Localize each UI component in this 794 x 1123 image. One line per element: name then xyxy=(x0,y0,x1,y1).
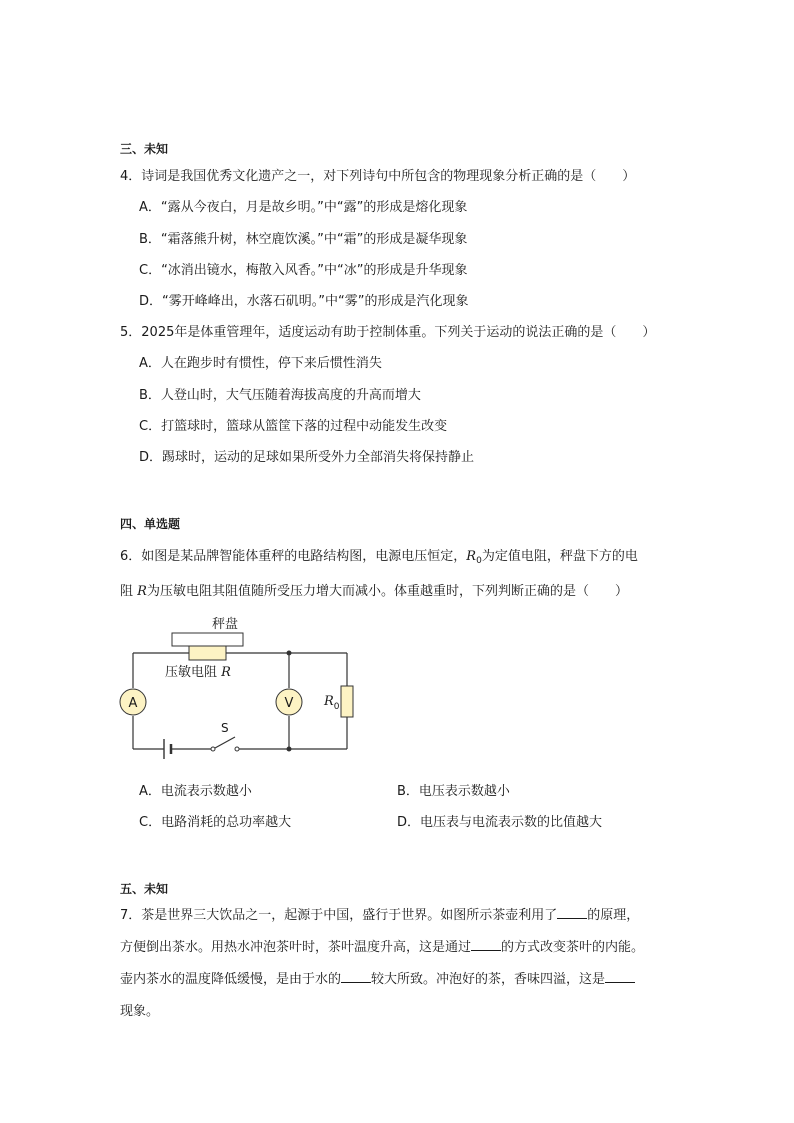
r-symbol: R xyxy=(137,584,147,599)
question-7-text: 较大所致。冲泡好的茶，香味四溢，这是 xyxy=(371,972,606,987)
question-4-stem: 4．诗词是我国优秀文化遗产之一，对下列诗句中所包含的物理现象分析正确的是（ ） xyxy=(120,169,636,184)
question-4-option-c: C．“冰消出镜水，梅散入风香。”中“冰”的形成是升华现象 xyxy=(139,263,468,278)
question-7-line-3 xyxy=(120,968,635,987)
scale-pan xyxy=(172,633,243,646)
answer-blank xyxy=(341,970,371,983)
r0-label-subscript: 0 xyxy=(333,702,340,712)
switch-lever xyxy=(215,737,235,748)
question-6-text: 为压敏电阻其阻值随所受压力增大而减小。体重越重时，下列判断正确的是（ ） xyxy=(146,584,628,599)
question-6-option-a: A．电流表示数越小 xyxy=(139,784,252,799)
question-7-line-1 xyxy=(120,904,639,923)
pressure-resistor-label xyxy=(165,664,231,680)
question-6-text: 阻 xyxy=(120,584,138,599)
ammeter-label: A xyxy=(128,696,138,711)
pressure-resistor xyxy=(189,646,226,660)
r0-label-letter: R xyxy=(324,694,334,709)
fixed-resistor-r0 xyxy=(341,686,353,717)
question-6-option-d: D．电压表与电流表示数的比值越大 xyxy=(397,815,603,830)
pan-label: 秤盘 xyxy=(211,617,239,632)
question-5-option-d: D．踢球时，运动的足球如果所受外力全部消失将保持静止 xyxy=(139,450,475,465)
question-5-option-b: B．人登山时，大气压随着海拔高度的升高而增大 xyxy=(139,388,421,403)
pressure-resistor-label-text: 压敏电阻 xyxy=(165,665,222,680)
r0-label xyxy=(323,694,340,712)
question-7-text: 7．茶是世界三大饮品之一，起源于中国，盛行于世界。如图所示茶壶利用了 xyxy=(120,908,558,923)
question-6-line-1 xyxy=(120,545,638,566)
pressure-resistor-symbol: R xyxy=(221,665,231,680)
switch-label: S xyxy=(221,721,229,735)
question-7-line-2 xyxy=(120,936,644,955)
question-7-text: 方便倒出茶水。用热水冲泡茶叶时，茶叶温度升高，这是通过 xyxy=(120,940,472,955)
question-4-option-d: D．“雾开峰峰出，水落石矶明。”中“雾”的形成是汽化现象 xyxy=(139,294,469,309)
question-6-option-c: C．电路消耗的总功率越大 xyxy=(139,815,292,830)
question-5-stem: 5．2025年是体重管理年，适度运动有助于控制体重。下列关于运动的说法正确的是（ ） xyxy=(120,325,656,340)
section-heading-5: 五、未知 xyxy=(120,882,169,896)
answer-blank xyxy=(557,906,587,919)
question-5-option-c: C．打篮球时，篮球从篮筐下落的过程中动能发生改变 xyxy=(139,419,448,434)
r0-symbol: R xyxy=(466,549,477,564)
question-5-option-a: A．人在跑步时有惯性，停下来后惯性消失 xyxy=(139,356,382,371)
r0-subscript: 0 xyxy=(476,556,482,566)
question-6-option-b: B．电压表示数越小 xyxy=(397,784,510,799)
junction-dot xyxy=(287,651,292,656)
answer-blank xyxy=(605,970,635,983)
question-6-text: 6．如图是某品牌智能体重秤的电路结构图，电源电压恒定， xyxy=(120,549,467,564)
question-7-text: 壶内茶水的温度降低缓慢，是由于水的 xyxy=(120,972,342,987)
switch-contact xyxy=(235,747,239,751)
question-4-option-b: B．“霜落熊升树，林空鹿饮溪。”中“霜”的形成是凝华现象 xyxy=(139,232,468,247)
question-7-text: 的方式改变茶叶的内能。 xyxy=(501,940,645,955)
voltmeter-label: V xyxy=(284,696,294,711)
answer-blank xyxy=(471,938,501,951)
section-heading-4: 四、单选题 xyxy=(120,517,181,531)
switch-contact xyxy=(211,747,215,751)
question-7-line-4: 现象。 xyxy=(120,1004,160,1019)
question-7-text: 的原理， xyxy=(587,908,640,923)
question-4-option-a: A．“露从今夜白，月是故乡明。”中“露”的形成是熔化现象 xyxy=(139,200,468,215)
question-6-text: 为定值电阻，秤盘下方的电 xyxy=(481,549,638,564)
question-6-line-2 xyxy=(120,580,628,599)
section-heading-3: 三、未知 xyxy=(120,142,169,156)
circuit-diagram xyxy=(115,608,375,763)
